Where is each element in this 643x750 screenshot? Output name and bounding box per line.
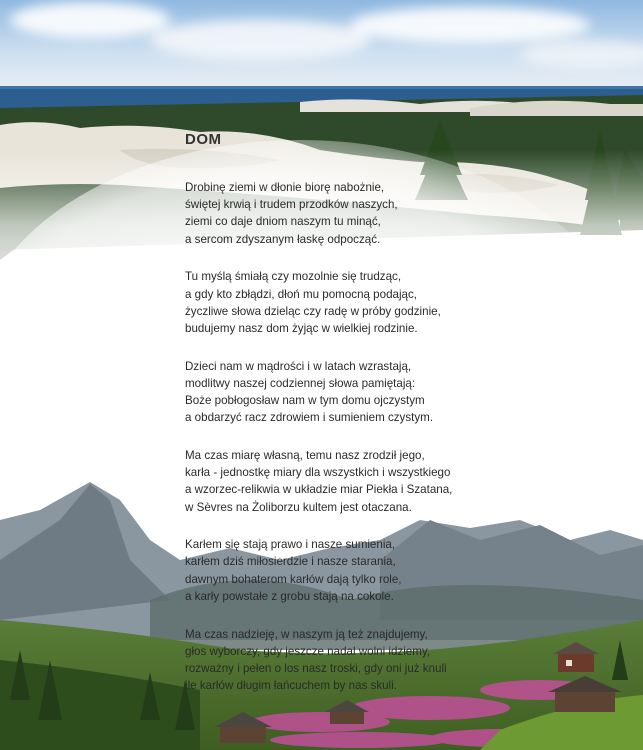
stanza [185,626,605,695]
stanza [185,358,605,427]
poem-line: a wzorzec-relikwia w układzie miar Piekła i Szatana, [185,483,453,497]
poem-line: ziemi co daje dniom naszym tu minąć, [185,215,381,229]
poem-line: Dzieci nam w mądrości i w latach wzrastają, [185,359,412,373]
poem-line: Ma czas miarę własną, temu nasz zrodził jego, [185,448,425,462]
poem-line: Karłem się stają prawo i nasze sumienia, [185,538,396,552]
stanza [185,536,605,605]
poem-title: DOM [185,131,222,148]
poem-line: Boże pobłogosław nam w tym domu ojczystym [185,394,425,408]
poem-line: w Sèvres na Żoliborzu kultem jest otaczana. [185,500,412,514]
poem-line: budujemy nasz dom żyjąc w wielkiej rodzinie. [185,321,418,335]
poem-line: Drobinę ziemi w dłonie biorę nabożnie, [185,181,385,194]
poem-line: karła - jednostkę miary dla wszystkich i wszystkiego [185,466,451,480]
poem-line: a karły powstałe z grobu stają na cokole. [185,589,394,603]
stanza [185,447,605,516]
poem-line: karłem dziś miłosierdzie i nasze starania, [185,555,396,569]
poem-line: Ma czas nadzieję, w naszym ją też znajdujemy, [185,627,428,641]
poem-line: ile karłów długim łańcuchem by nas skuli. [185,679,397,693]
poem-line: świętej krwią i trudem przodków naszych, [185,198,398,212]
poem-line: głos wyborczy, gdy jeszcze nadal wolni idziemy, [185,644,431,658]
poem-line: Tu myślą śmiałą czy mozolnie się trudząc, [185,270,402,284]
poem-line: rozważny i pełen o los nasz troski, gdy oni już knuli [185,661,447,675]
stanza [185,268,605,337]
poem-line: a gdy kto zbłądzi, dłoń mu pomocną podając, [185,287,418,301]
poem [185,130,605,715]
poem-line: a obdarzyć racz zdrowiem i sumieniem czystym. [185,411,434,425]
poem-stanzas [185,179,605,694]
poem-line: modlitwy naszej codziennej słowa pamiętają: [185,376,416,390]
stanza [185,179,605,248]
poem-line: życzliwe słowa dzieląc czy radę w próby godzinie, [185,304,441,318]
poem-line: a sercom zdyszanym łaskę odpocząć. [185,232,381,246]
poem-line: dawnym bohaterom karłów dają tylko role, [185,572,402,586]
